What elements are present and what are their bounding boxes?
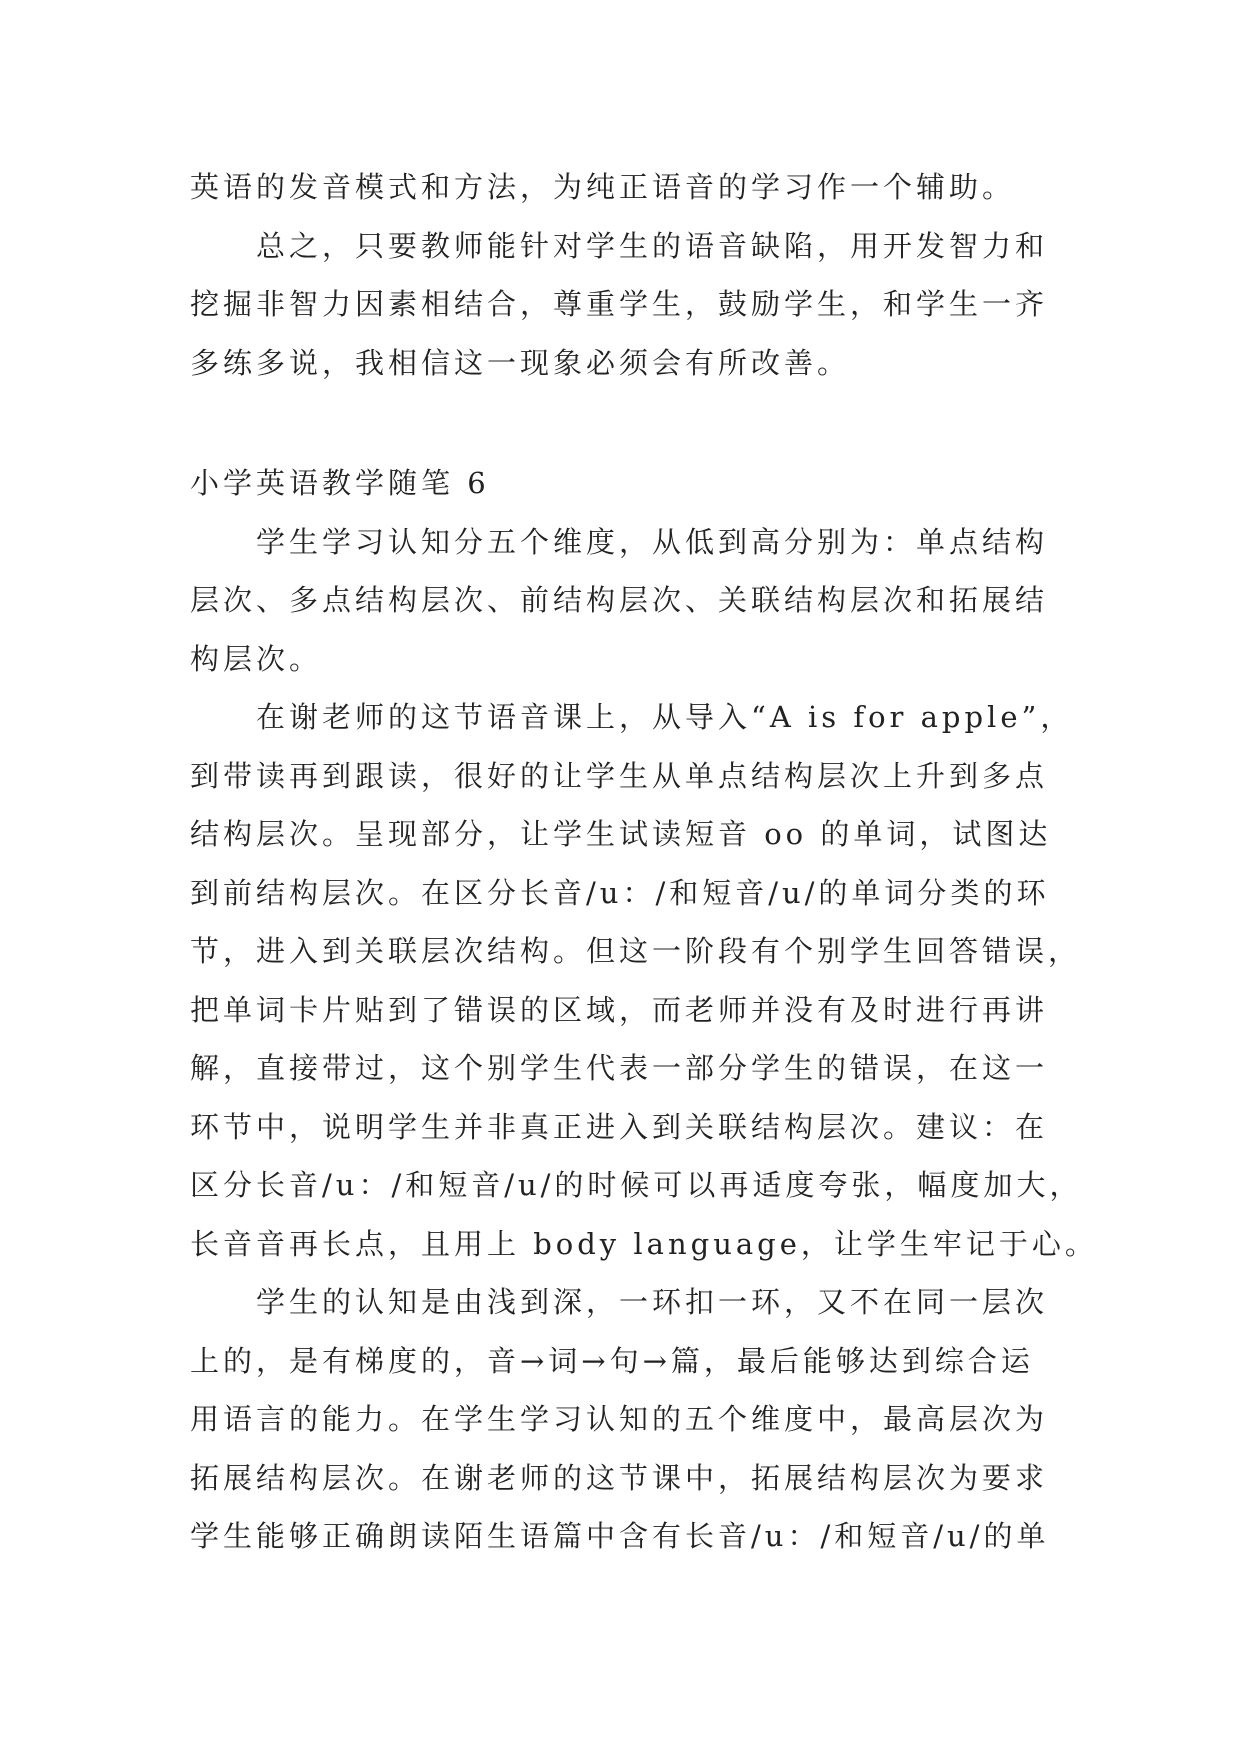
text-line: 在谢老师的这节语音课上，从导入“A is for apple”，: [256, 700, 1074, 734]
intro-block: [190, 158, 1070, 392]
text-line: 学生学习认知分五个维度，从低到高分别为：单点结构: [256, 524, 1049, 559]
text-line: 节，进入到关联层次结构。但这一阶段有个别学生回答错误，: [190, 934, 1082, 968]
section-spacer: [190, 392, 1070, 454]
text-line: 上的，是有梯度的，音→词→句→篇，最后能够达到综合运: [190, 1343, 1034, 1378]
text-line: 构层次。: [190, 641, 323, 676]
text-line: 拓展结构层次。在谢老师的这节课中，拓展结构层次为要求: [190, 1460, 1049, 1495]
text-line: 用语言的能力。在学生学习认知的五个维度中，最高层次为: [190, 1402, 1049, 1436]
text-line: 学生能够正确朗读陌生语篇中含有长音/u：/和短音/u/的单: [190, 1519, 1050, 1553]
text-line: 结构层次。呈现部分，让学生试读短音 oo 的单词，试图达: [190, 817, 1052, 851]
paragraph-3: [190, 1273, 1070, 1566]
text-line: 长音音再长点，且用上 body language，让学生牢记于心。: [190, 1226, 1098, 1261]
text-line: 挖掘非智力因素相结合，尊重学生，鼓励学生，和学生一齐: [190, 287, 1049, 321]
text-line: 多练多说，我相信这一现象必须会有所改善。: [190, 345, 851, 380]
text-line: 把单词卡片贴到了错误的区域，而老师并没有及时进行再讲: [190, 992, 1049, 1027]
text-line: 区分长音/u：/和短音/u/的时候可以再适度夸张，幅度加大，: [190, 1168, 1083, 1202]
text-line: 英语的发音模式和方法，为纯正语音的学习作一个辅助。: [190, 170, 1016, 204]
text-line: 到前结构层次。在区分长音/u：/和短音/u/的单词分类的环: [190, 875, 1050, 910]
text-line: 环节中，说明学生并非真正进入到关联结构层次。建议：在: [190, 1109, 1049, 1144]
paragraph-1: [190, 513, 1070, 689]
text-line: 总之，只要教师能针对学生的语音缺陷，用开发智力和: [256, 228, 1049, 263]
text-line: 层次、多点结构层次、前结构层次、关联结构层次和拓展结: [190, 583, 1049, 617]
paragraph-2: [190, 688, 1098, 1273]
document-body: [190, 158, 1098, 1566]
text-line: 到带读再到跟读，很好的让学生从单点结构层次上升到多点: [190, 758, 1049, 793]
section-title: 小学英语教学随笔 6: [190, 466, 490, 500]
text-line: 学生的认知是由浅到深，一环扣一环，又不在同一层次: [256, 1285, 1049, 1319]
text-line: 解，直接带过，这个别学生代表一部分学生的错误，在这一: [190, 1051, 1049, 1085]
